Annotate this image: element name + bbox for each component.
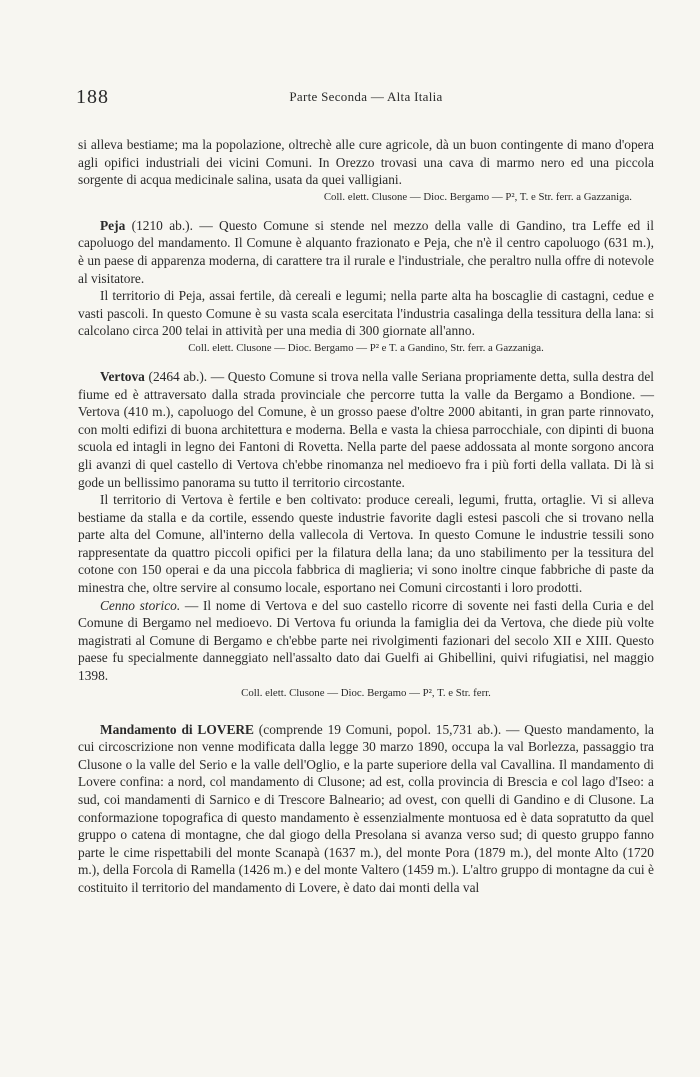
- section-gap: [78, 713, 654, 721]
- lovere-paragraph: [78, 721, 654, 897]
- entry-heading: Vertova: [100, 368, 145, 384]
- vertova-paragraph: [78, 368, 654, 491]
- running-title: Parte Seconda — Alta Italia: [289, 89, 443, 104]
- collegio-note: Coll. elett. Clusone — Dioc. Bergamo — P², T. e Str. ferr.: [241, 686, 491, 699]
- vertova-history-paragraph: [78, 597, 654, 685]
- entry-text: — Il nome di Vertova e del suo castello ricorre di sovente nei fasti della Curia e del Comune di Bergamo nel medioevo. Di Vertova fu oriunda la famiglia dei da Vertova, che diede più volte magistrati al Comune di Bergamo e ch'ebbe parte nei rivolgimenti fazionari del secolo XII e XIII. Questo paese fu specialmente danneggiato nell'assalto dato dai Guelfi ai Ghibellini, quivi rifugiatisi, nel maggio 1398.: [78, 597, 655, 684]
- peja-territory-paragraph: Il territorio di Peja, assai fertile, dà cereali e legumi; nella parte alta ha boscaglie di castagni, cedue e vasti pascoli. In questo Comune è su vasta scala esercitata l'industria casalinga della tessitura della lana: si calcolano circa 200 telai in attività per una media di 300 giornate all'anno.: [78, 288, 654, 339]
- section-heading: Mandamento di LOVERE: [100, 721, 254, 737]
- history-label: Cenno storico.: [100, 597, 181, 613]
- entry-text: (1210 ab.). — Questo Comune si stende nel mezzo della valle di Gandino, tra Leffe ed il capoluogo del mandamento. Il Comune è alquanto frazionato e Peja, che n'è il centro capoluogo (631 m.), è un paese di apparenza moderna, di carattere tra il rurale e l'industriale, che peraltro nulla offre di notevole al visitatore.: [78, 217, 654, 286]
- peja-paragraph: [78, 217, 654, 287]
- page-header: [78, 86, 654, 116]
- collegio-note: Coll. elett. Clusone — Dioc. Bergamo — P², T. e Str. ferr. a Gazzaniga.: [323, 190, 632, 203]
- entry-text: (comprende 19 Comuni, popol. 15,731 ab.). — Questo mandamento, la cui circoscrizione non venne modificata dalla legge 30 marzo 1890, occupa la val Borlezza, passaggio tra Clusone o la valle del Serio e la valle dell'Oglio, e la parte superiore della val Cavallina. Il mandamento di Lovere confina: a nord, col mandamento di Clusone; ad est, colla provincia di Brescia e col lago d'Iseo: a sud, coi mandamenti di Sarnico e di Trescore Balneario; ad ovest, con quelli di Gandino e di Clusone. La conformazione topografica di questo mandamento è essenzialmente montuosa ed è data sopratutto da quel gruppo o catena di montagne, che dal giogo della Presolana si avanza verso sud; di questo gruppo fanno parte le cime rispettabili del monte Scanapà (1637 m.), del monte Pora (1879 m.), del monte Alto (1720 m.), della Forcola di Ramella (1426 m.) e del monte Valtero (1459 m.). L'altro gruppo di montagne da cui è costituito il territorio del mandamento di Lovere, è dato dai monti della val: [78, 721, 654, 895]
- collegio-note: Coll. elett. Clusone — Dioc. Bergamo — P² e T. a Gandino, Str. ferr. a Gazzaniga.: [188, 341, 544, 354]
- page-number: 188: [76, 86, 109, 108]
- vertova-territory-paragraph: Il territorio di Vertova è fertile e ben coltivato: produce cereali, legumi, frutta, ortaglie. Vi si alleva bestiame da stalla e da cortile, essendo queste industrie favorite dagli estesi pascoli che si trovano nella parte alta del Comune, all'interno della vallecola di Vertova. In questo Comune le industrie tessili sono rappresentate da quattro piccoli opifici per la filatura della lana; da uno stabilimento per la tessitura del cotone con 150 operai e da una piccola fabbrica di maglieria; vi sono inoltre cinque fabbriche di paste da minestra che, oltre servire al consumo locale, esportano nei Comuni circostanti i loro prodotti.: [78, 492, 654, 596]
- continuation-paragraph: si alleva bestiame; ma la popolazione, oltrechè alle cure agricole, dà un buon contingente di mano d'opera agli opifici industriali dei vicini Comuni. In Orezzo trovasi una cava di marmo nero ed una piccola sorgente di acqua medicinale salina, usata da quei valligiani.: [78, 137, 654, 188]
- entry-heading: Peja: [100, 217, 126, 233]
- entry-text: (2464 ab.). — Questo Comune si trova nella valle Seriana propriamente detta, sulla destra del fiume ed è attraversato dalla strada provinciale che percorre tutta la valle da Bergamo a Bondione. — Vertova (410 m.), capoluogo del Comune, è un grosso paese d'oltre 2000 abitanti, in gran parte rinnovato, con molti edifizi di buona architettura e moderna. Bella e vasta la chiesa parrocchiale, con dipinti di buona scuola ed intagli in legno dei Fantoni di Rovetta. Nella parte del paese addossata al monte sorgono ancora gli avanzi di quel castello di Vertova ch'ebbe rinomanza nel medioevo fra i più forti della vallata. Di là si gode un bellissimo panorama su tutto il territorio circostante.: [78, 368, 654, 490]
- page: [78, 0, 654, 897]
